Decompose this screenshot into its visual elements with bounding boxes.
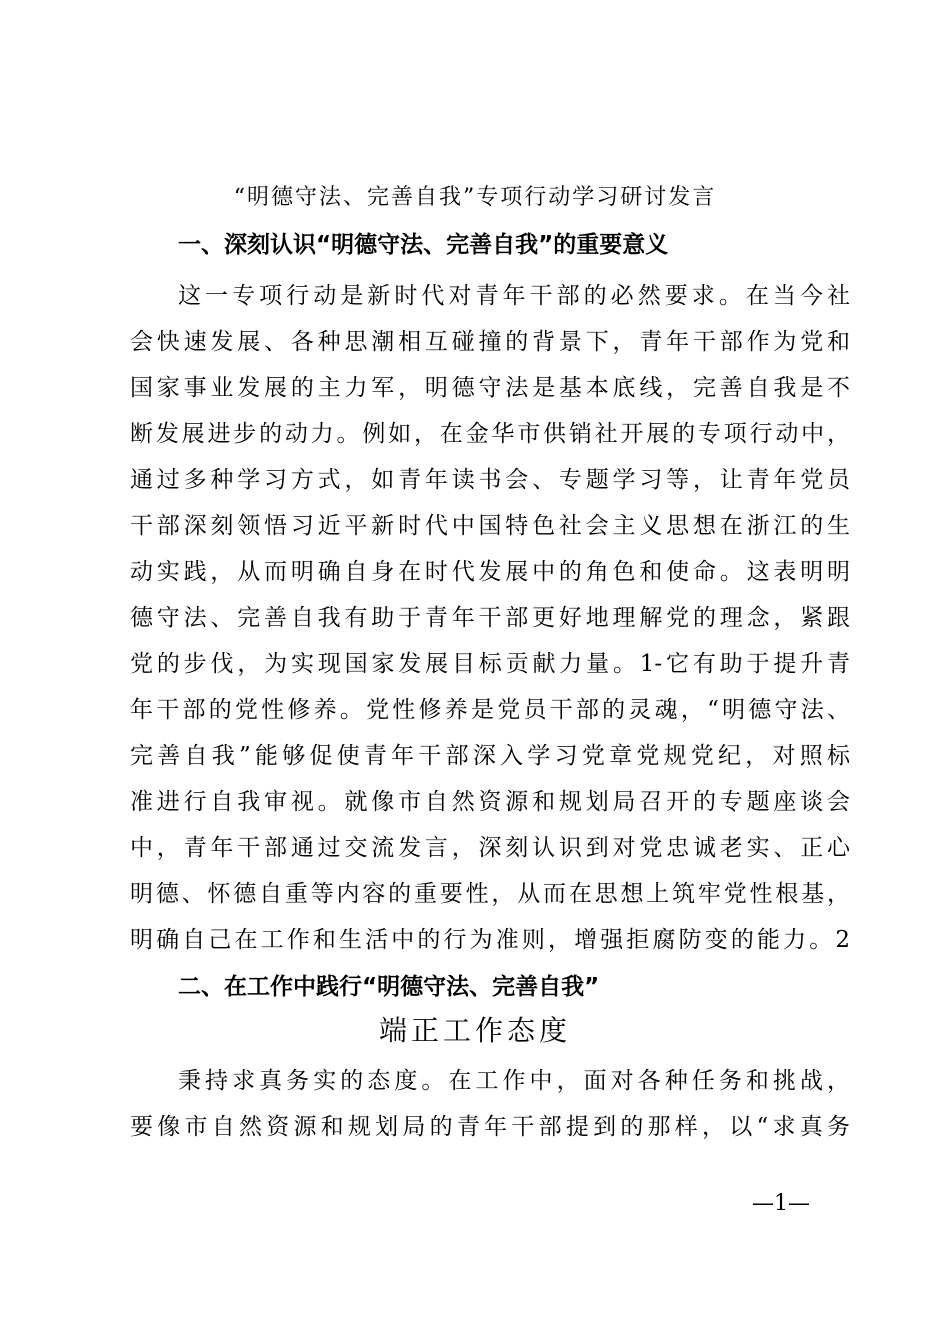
paragraph-line: 会快速发展、各种思潮相互碰撞的背景下，青年干部作为党和 (130, 329, 850, 355)
paragraph-line: 国家事业发展的主力军，明德守法是基本底线，完善自我是不 (130, 375, 850, 401)
paragraph-line: 通过多种学习方式，如青年读书会、专题学习等，让青年党员 (130, 467, 850, 493)
paragraph-line: 中，青年干部通过交流发言，深刻认识到对党忠诚老实、正心 (130, 835, 850, 861)
paragraph-line: 秉持求真务实的态度。在工作中，面对各种任务和挑战， (178, 1068, 850, 1094)
paragraph-line: 完善自我”能够促使青年干部深入学习党章党规党纪，对照标 (130, 743, 850, 769)
document-title: “明德守法、完善自我”专项行动学习研讨发言 (233, 185, 717, 210)
paragraph-line: 断发展进步的动力。例如，在金华市供销社开展的专项行动中， (130, 421, 850, 447)
section-1-paragraph (130, 273, 850, 963)
section-2-paragraph (130, 1058, 850, 1150)
paragraph-line: 动实践，从而明确自身在时代发展中的角色和使命。这表明明 (130, 559, 850, 585)
section-subheading: 端正工作态度 (378, 1014, 571, 1047)
section-heading-2: 二、在工作中践行“明德守法、完善自我” (178, 974, 600, 1000)
paragraph-line: 明德、怀德自重等内容的重要性，从而在思想上筑牢党性根基， (130, 881, 850, 907)
paragraph-line: 年干部的党性修养。党性修养是党员干部的灵魂，“明德守法、 (130, 697, 850, 723)
paragraph-line: 这一专项行动是新时代对青年干部的必然要求。在当今社 (178, 283, 850, 309)
page-number: —1— (752, 1191, 810, 1216)
paragraph-line: 准进行自我审视。就像市自然资源和规划局召开的专题座谈会 (130, 789, 850, 815)
paragraph-line: 德守法、完善自我有助于青年干部更好地理解党的理念，紧跟 (130, 605, 850, 631)
section-heading-1: 一、深刻认识“明德守法、完善自我”的重要意义 (178, 232, 669, 258)
paragraph-line: 明确自己在工作和生活中的行为准则，增强拒腐防变的能力。2 (130, 927, 850, 953)
paragraph-line: 党的步伐，为实现国家发展目标贡献力量。1-它有助于提升青 (130, 651, 850, 677)
paragraph-line: 要像市自然资源和规划局的青年干部提到的那样，以“求真务 (130, 1114, 850, 1140)
paragraph-line: 干部深刻领悟习近平新时代中国特色社会主义思想在浙江的生 (130, 513, 850, 539)
